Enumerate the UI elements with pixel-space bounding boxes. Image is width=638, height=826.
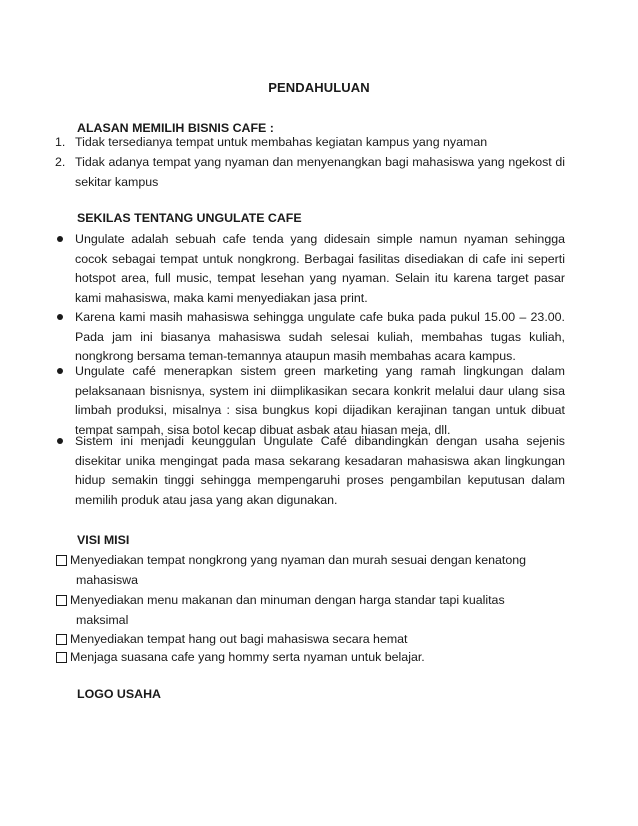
page-title: PENDAHULUAN	[268, 80, 370, 95]
vision-text-continued: maksimal	[76, 612, 129, 627]
vision-text: Menyediakan tempat hang out bagi mahasiswa secara hemat	[70, 632, 408, 646]
checkbox-icon	[56, 555, 67, 566]
overview-heading: SEKILAS TENTANG UNGULATE CAFE	[77, 211, 302, 225]
reason-number: 2.	[55, 155, 66, 169]
reason-item-1	[55, 133, 565, 153]
vision-item-2	[55, 591, 565, 630]
overview-bullet-3	[55, 362, 565, 440]
vision-text: Menjaga suasana cafe yang hommy serta nyaman untuk belajar.	[70, 650, 425, 664]
overview-bullet-2	[55, 308, 565, 367]
bullet-icon	[57, 236, 63, 242]
bullet-text: Karena kami masih mahasiswa sehingga ungulate cafe buka pada pukul 15.00 – 23.00. Pada jam ini biasanya mahasiswa sudah selesai kuliah, membahas tugas kuliah, nongkrong bersama teman-temannya ataupun masih membahas acara kampus.	[75, 310, 565, 363]
vision-text-continued: mahasiswa	[76, 572, 138, 587]
reason-text: Tidak tersedianya tempat untuk membahas kegiatan kampus yang nyaman	[75, 135, 488, 149]
logo-heading: LOGO USAHA	[77, 687, 161, 701]
bullet-icon	[57, 438, 63, 444]
checkbox-icon	[56, 634, 67, 645]
bullet-text: Ungulate café menerapkan sistem green marketing yang ramah lingkungan dalam pelaksanaan bisnisnya, system ini diimplikasikan secara konkrit melalui daur ulang sisa limbah produksi, misalnya : sisa bungkus kopi dijadikan kerajinan tangan untuk dibuat tempat sampah, sisa botol kecap dibuat asbak atau hiasan meja, dll.	[75, 364, 565, 437]
vision-item-3	[55, 630, 565, 650]
reason-item-2	[55, 153, 565, 192]
checkbox-icon	[56, 652, 67, 663]
vision-text: Menyediakan tempat nongkrong yang nyaman dan murah sesuai dengan kenatong	[70, 553, 527, 567]
bullet-text: Ungulate adalah sebuah cafe tenda yang didesain simple namun nyaman sehingga cocok sebagai tempat untuk nongkrong. Berbagai fasilitas disediakan di cafe ini seperti hotspot area, full music, tempat lesehan yang nyaman. Selain itu karena target pasar kami mahasiswa, maka kami menyediakan jasa print.	[75, 232, 565, 305]
vision-item-4	[55, 648, 565, 668]
reasons-heading: ALASAN MEMILIH BISNIS CAFE :	[77, 121, 274, 135]
vision-heading: VISI MISI	[77, 533, 130, 547]
reason-number: 1.	[55, 135, 66, 149]
overview-bullet-4	[55, 432, 565, 510]
checkbox-icon	[56, 595, 67, 606]
vision-item-1	[55, 551, 565, 590]
bullet-icon	[57, 368, 63, 374]
bullet-text: Sistem ini menjadi keunggulan Ungulate Café dibandingkan dengan usaha sejenis disekitar unika mengingat pada masa sekarang kesadaran mahasiswa akan lingkungan hidup semakin tinggi sehingga mempengaruhi proses pengambilan keputusan dalam memilih produk atau jasa yang akan digunakan.	[75, 434, 565, 507]
reason-text: Tidak adanya tempat yang nyaman dan menyenangkan bagi mahasiswa yang ngekost di sekitar kampus	[75, 155, 565, 189]
vision-text: Menyediakan menu makanan dan minuman dengan harga standar tapi kualitas	[70, 593, 505, 607]
bullet-icon	[57, 314, 63, 320]
overview-bullet-1	[55, 230, 565, 308]
